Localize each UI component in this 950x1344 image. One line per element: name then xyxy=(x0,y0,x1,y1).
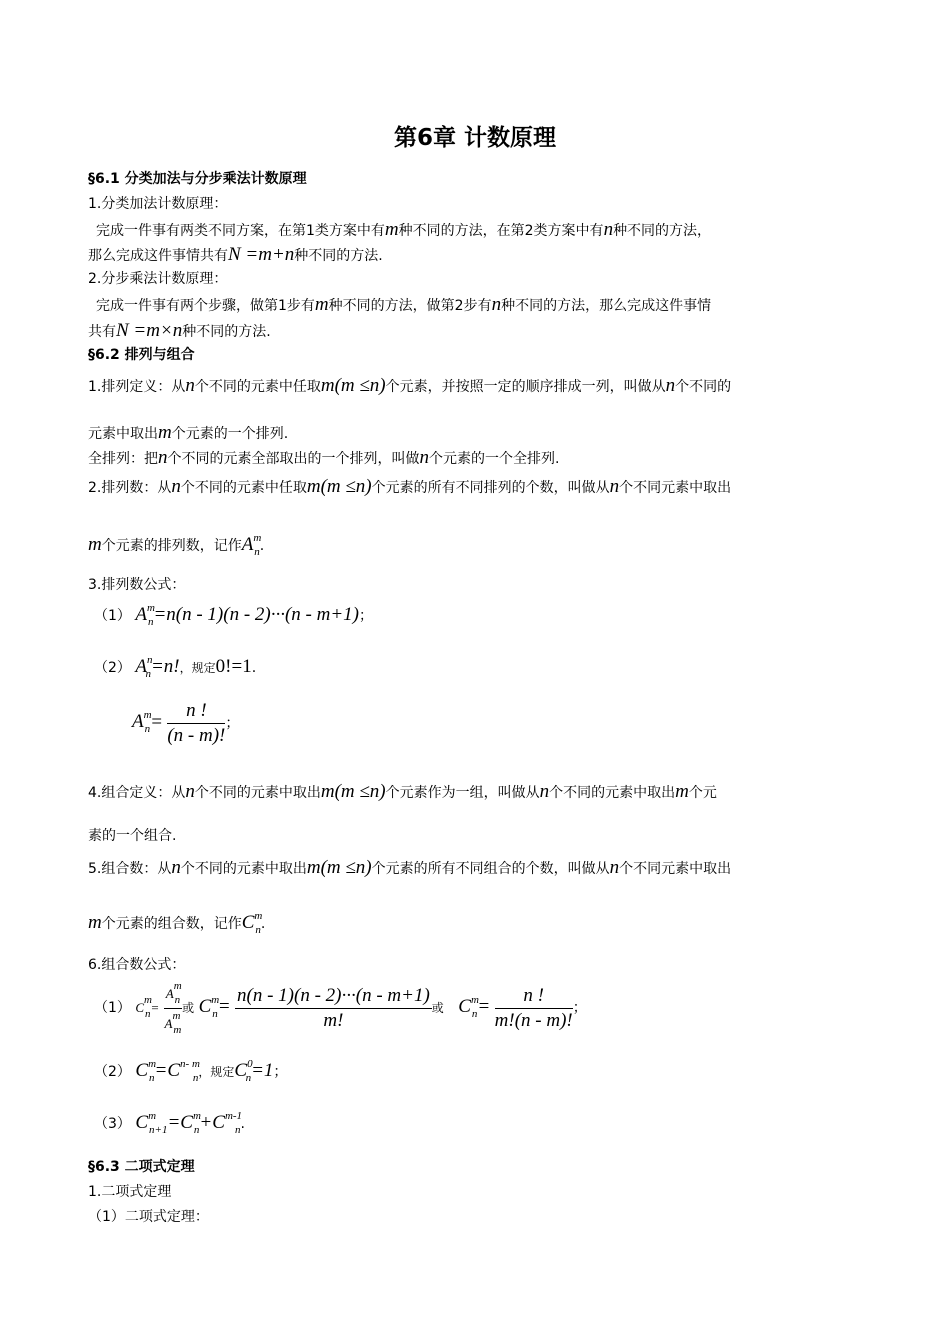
multiplication-principle-line2: 共有N =m×n种不同的方法. xyxy=(88,320,271,341)
permutation-formula-2: （2） $A^n_n=n$!，规定0!=1. xyxy=(94,654,257,680)
combination-number-line2: m个元素的组合数，记作$C^m_n$. xyxy=(88,910,266,936)
permutation-formula-3: $A^m_n=$ $\frac{n !}{(n - m)!}$ ； xyxy=(132,700,240,746)
addition-principle-line1: 完成一件事有两类不同方案，在第1类方案中有m种不同的方法，在第2类方案中有n种不同的方法， xyxy=(96,219,712,240)
combination-definition-line2: 素的一个组合. xyxy=(88,828,177,844)
permutation-formula-label: 3.排列数公式： xyxy=(88,577,186,593)
binomial-theorem-label: 1.二项式定理 xyxy=(88,1184,172,1200)
permutation-definition-line1: 1.排列定义：从n个不同的元素中任取m(m ≤n)个元素，并按照一定的顺序排成一列，叫做从n个不同的 xyxy=(88,375,732,396)
section-heading-6-3: §6.3 二项式定理 xyxy=(88,1159,195,1175)
combination-formula-3: （3） $C^m_{n+1}=C^m_n+C^{m-1}_n$. xyxy=(94,1110,245,1136)
addition-principle-label: 1.分类加法计数原理： xyxy=(88,196,228,212)
permutation-number-line2: m个元素的排列数，记作$A^m_n$. xyxy=(88,532,265,558)
permutation-definition-line2: 元素中取出m个元素的一个排列. xyxy=(88,422,289,443)
multiplication-principle-label: 2.分步乘法计数原理： xyxy=(88,271,228,287)
permutation-formula-1: （1） $A^m_n=n(n - 1)(n - 2)\cdot\cdot\cdot(n - m+1)$； xyxy=(94,602,373,628)
combination-formula-2: （2） $C^m_n=C^{n- m}_n$，规定$C^0_n=1$； xyxy=(94,1058,288,1084)
binomial-theorem-sub-label: （1）二项式定理： xyxy=(88,1209,209,1225)
combination-formula-label: 6.组合数公式： xyxy=(88,957,186,973)
combination-number-line1: 5.组合数：从n个不同的元素中取出m(m ≤n)个元素的所有不同组合的个数，叫做从n个不同元素中取出 xyxy=(88,857,732,878)
addition-principle-line2: 那么完成这件事情共有N =m+n种不同的方法. xyxy=(88,244,383,265)
full-permutation-line: 全排列：把n个不同的元素全部取出的一个排列，叫做n个元素的一个全排列. xyxy=(88,447,560,468)
page-title: 第6章 计数原理 xyxy=(393,125,556,151)
section-heading-6-1: §6.1 分类加法与分步乘法计数原理 xyxy=(88,171,307,187)
combination-formula-1: （1） $C^m_n=$ $\frac{A^m_n}{A^m_m}$ 或 $C^m_n=$ $\frac{n(n - 1)(n - 2)\cdot\cdot\cdot(n - m+1)}{m!}$ 或 $C^m_n=$ $\frac{n !}{m!(n - m)!}$ ； xyxy=(94,980,587,1036)
permutation-number-line1: 2.排列数：从n个不同的元素中任取m(m ≤n)个元素的所有不同排列的个数，叫做从n个不同元素中取出 xyxy=(88,476,732,497)
multiplication-principle-line1: 完成一件事有两个步骤，做第1步有m种不同的方法，做第2步有n种不同的方法，那么完成这件事情 xyxy=(96,294,712,315)
section-heading-6-2: §6.2 排列与组合 xyxy=(88,347,195,363)
combination-definition-line1: 4.组合定义：从n个不同的元素中取出m(m ≤n)个元素作为一组，叫做从n个不同的元素中取出m个元 xyxy=(88,781,717,802)
